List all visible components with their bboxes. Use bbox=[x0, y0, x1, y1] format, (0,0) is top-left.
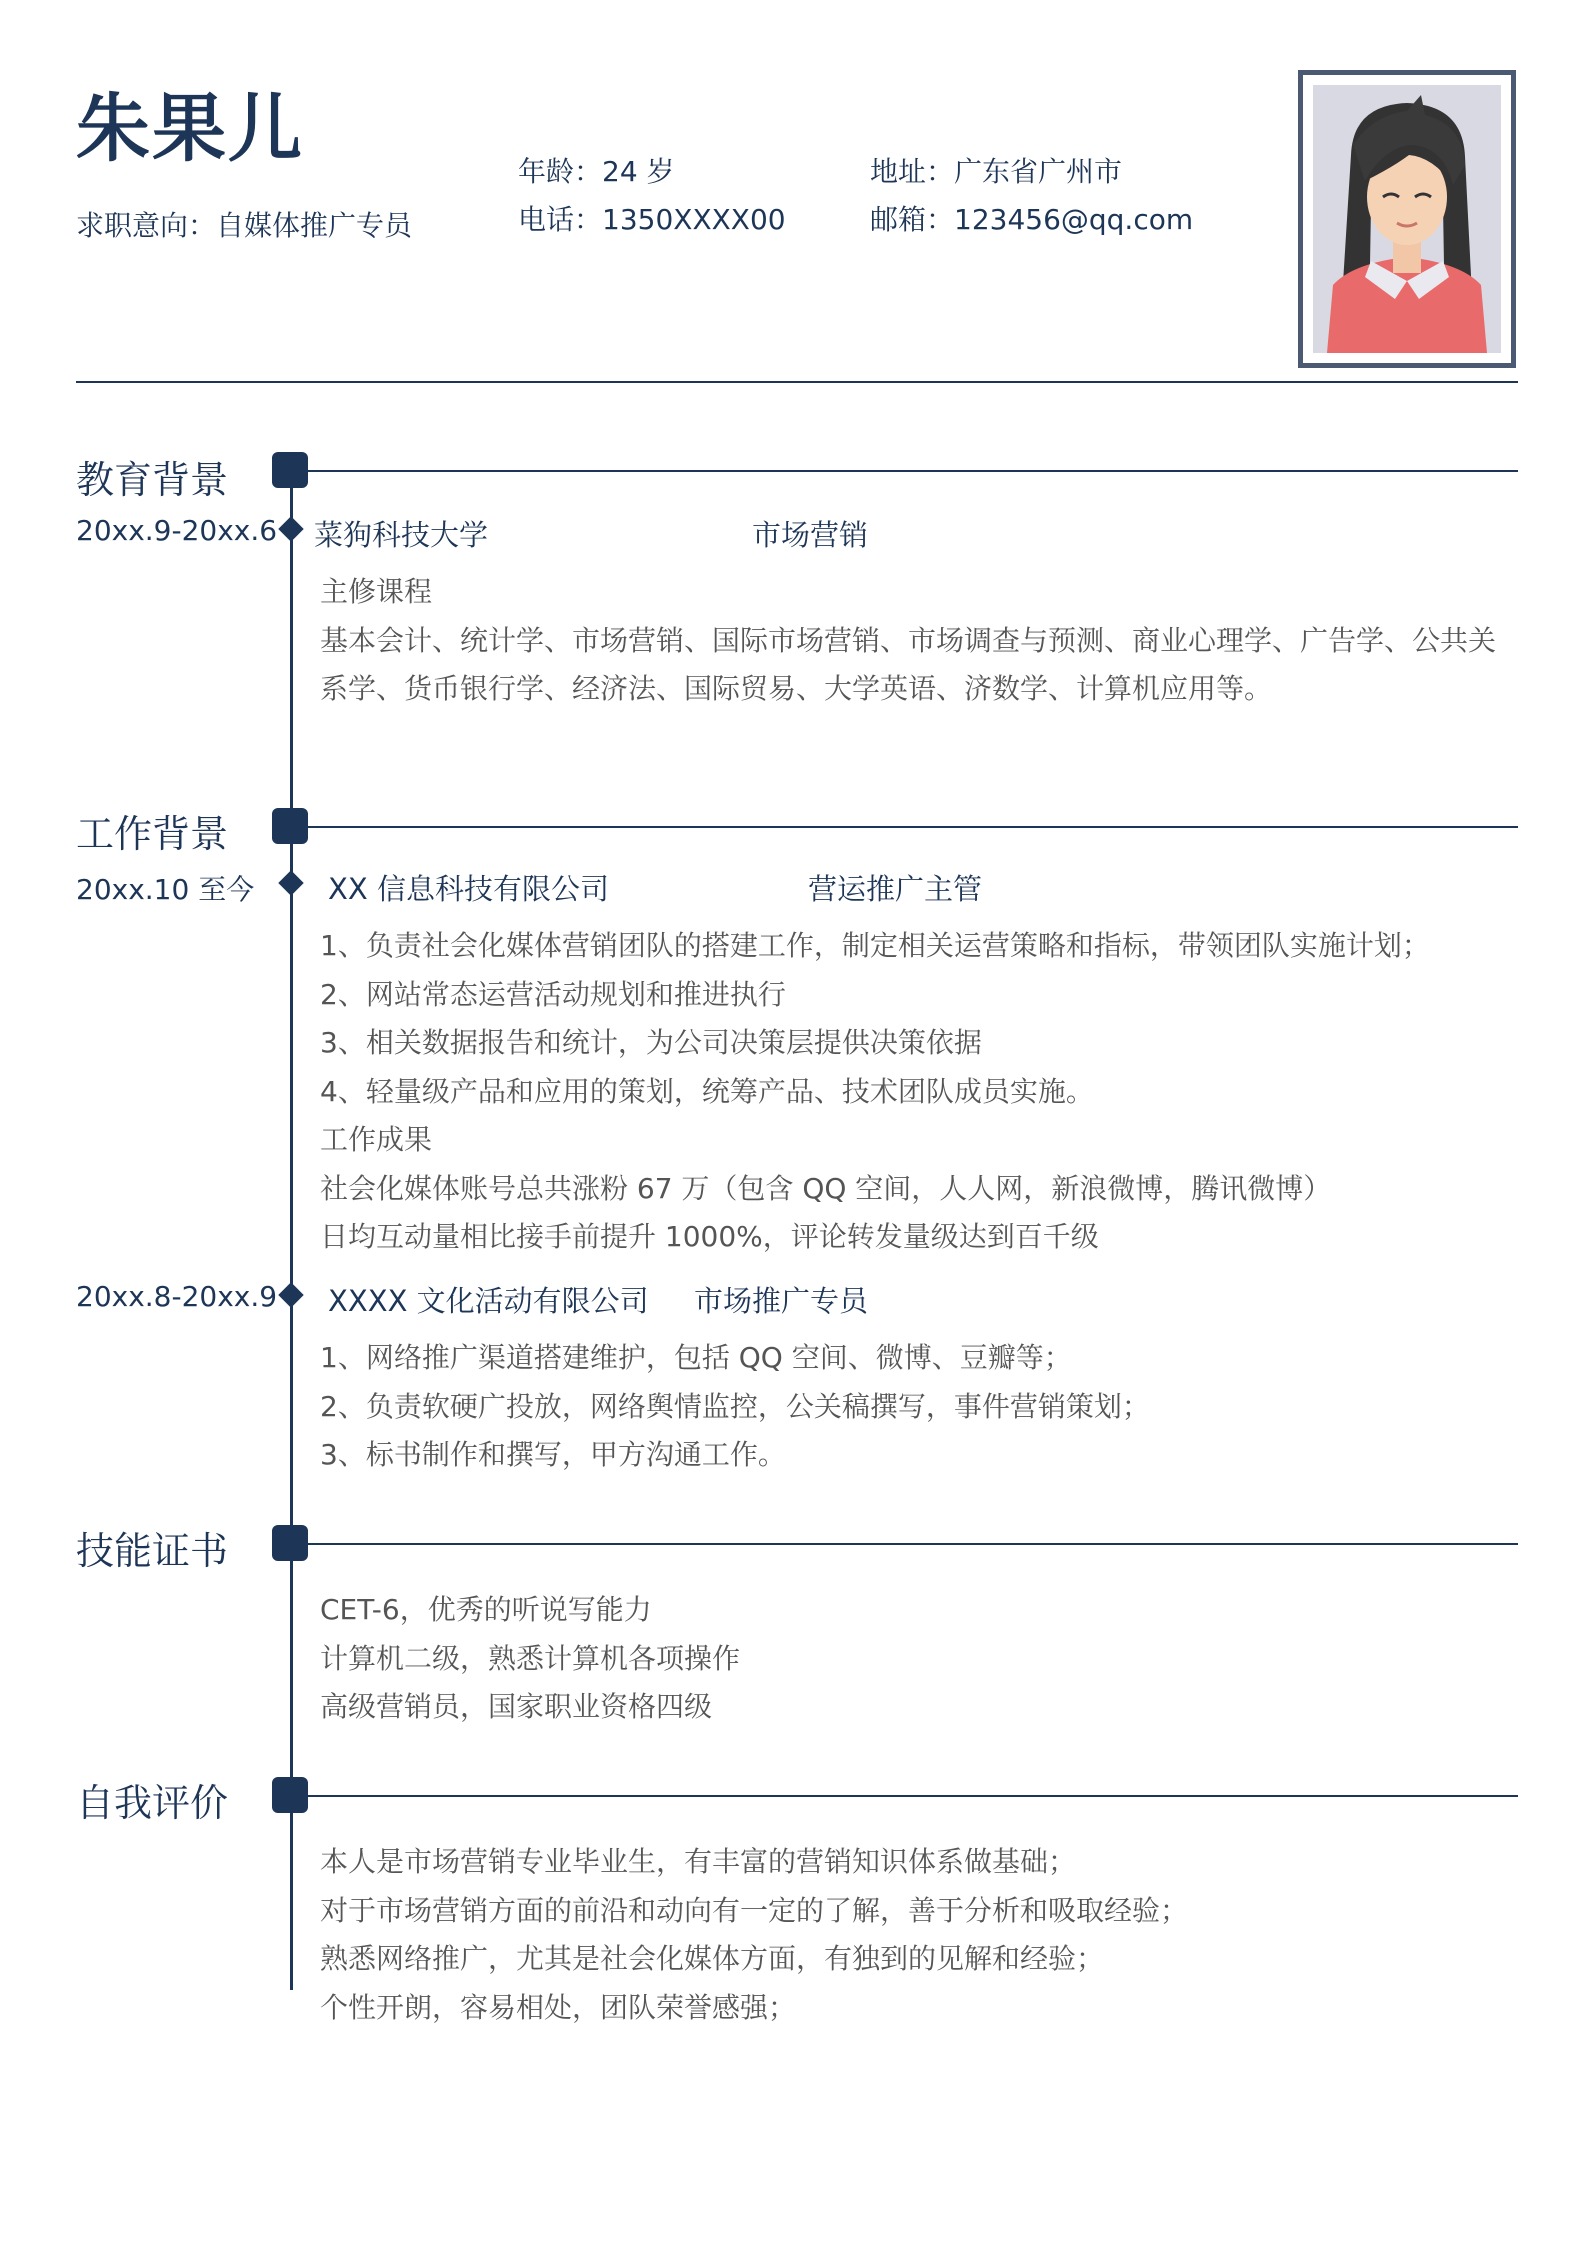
job-1-line: 社会化媒体账号总共涨粉 67 万（包含 QQ 空间，人人网，新浪微博，腾讯微博） bbox=[320, 1171, 1332, 1205]
job-1-date: 20xx.10 至今 bbox=[76, 873, 255, 906]
job-1-line: 4、轻量级产品和应用的策划，统筹产品、技术团队成员实施。 bbox=[320, 1074, 1094, 1108]
education-marker bbox=[272, 452, 308, 488]
job-1-line: 2、网站常态运营活动规划和推进执行 bbox=[320, 977, 786, 1011]
self-line: 对于市场营销方面的前沿和动向有一定的了解，善于分析和吸取经验； bbox=[320, 1893, 1189, 1927]
self-title: 自我评价 bbox=[76, 1781, 229, 1825]
education-diamond bbox=[278, 516, 303, 541]
education-school: 菜狗科技大学 bbox=[314, 518, 489, 552]
job-1-diamond bbox=[278, 870, 303, 895]
job-1-line: 1、负责社会化媒体营销团队的搭建工作，制定相关运营策略和指标，带领团队实施计划； bbox=[320, 929, 1430, 962]
self-line: 本人是市场营销专业毕业生，有丰富的营销知识体系做基础； bbox=[320, 1845, 1077, 1878]
self-rule bbox=[308, 1795, 1518, 1797]
education-line: 基本会计、统计学、市场营销、国际市场营销、市场调查与预测、商业心理学、广告学、公共关 bbox=[320, 623, 1497, 657]
self-details bbox=[320, 1838, 1188, 2032]
job-intent-label: 求职意向： bbox=[76, 209, 217, 242]
work-rule bbox=[308, 826, 1518, 828]
education-major: 市场营销 bbox=[752, 518, 869, 552]
job-2-line: 1、网络推广渠道搭建维护，包括 QQ 空间、微博、豆瓣等； bbox=[320, 1341, 1072, 1374]
skills-rule bbox=[308, 1543, 1518, 1545]
self-line: 个性开朗，容易相处，团队荣誉感强； bbox=[320, 1990, 797, 2024]
self-marker bbox=[272, 1777, 308, 1813]
age-info: 年龄：24 岁 bbox=[518, 155, 675, 188]
skills-marker bbox=[272, 1525, 308, 1561]
job-2-company: XXXX 文化活动有限公司 bbox=[328, 1284, 649, 1318]
address-info: 地址：广东省广州市 bbox=[870, 155, 1123, 188]
email-info: 邮箱：123456@qq.com bbox=[870, 203, 1194, 236]
job-1-line: 3、相关数据报告和统计，为公司决策层提供决策依据 bbox=[320, 1026, 982, 1059]
timeline-line bbox=[290, 470, 293, 1990]
education-details bbox=[320, 568, 1496, 714]
job-2-line: 3、标书制作和撰写，甲方沟通工作。 bbox=[320, 1438, 786, 1471]
job-1-role: 营运推广主管 bbox=[808, 872, 983, 906]
avatar bbox=[1313, 85, 1501, 353]
candidate-name: 朱果儿 bbox=[76, 86, 304, 172]
education-title: 教育背景 bbox=[76, 458, 229, 502]
education-date: 20xx.9-20xx.6 bbox=[76, 514, 278, 547]
job-1-line: 工作成果 bbox=[320, 1123, 433, 1156]
self-line: 熟悉网络推广，尤其是社会化媒体方面，有独到的见解和经验； bbox=[320, 1942, 1105, 1975]
avatar-illustration-icon bbox=[1313, 85, 1501, 353]
skills-line: 高级营销员，国家职业资格四级 bbox=[320, 1690, 713, 1723]
job-2-date: 20xx.8-20xx.9 bbox=[76, 1280, 278, 1313]
header-divider bbox=[76, 381, 1518, 383]
profile-photo bbox=[1298, 70, 1516, 368]
work-title: 工作背景 bbox=[76, 812, 229, 856]
skills-details bbox=[320, 1586, 740, 1732]
job-2-details bbox=[320, 1334, 1150, 1480]
work-marker bbox=[272, 808, 308, 844]
job-1-company: XX 信息科技有限公司 bbox=[328, 872, 609, 906]
phone-info: 电话：1350XXXX00 bbox=[518, 203, 786, 236]
education-line: 主修课程 bbox=[320, 575, 433, 608]
skills-line: 计算机二级，熟悉计算机各项操作 bbox=[320, 1641, 741, 1675]
education-rule bbox=[308, 470, 1518, 472]
job-intent-value: 自媒体推广专员 bbox=[216, 209, 413, 242]
skills-title: 技能证书 bbox=[76, 1529, 229, 1573]
job-2-line: 2、负责软硬广投放，网络舆情监控，公关稿撰写，事件营销策划； bbox=[320, 1389, 1150, 1423]
job-intent bbox=[76, 204, 412, 244]
job-2-diamond bbox=[278, 1282, 303, 1307]
education-line: 系学、货币银行学、经济法、国际贸易、大学英语、济数学、计算机应用等。 bbox=[320, 672, 1273, 705]
skills-line: CET-6，优秀的听说写能力 bbox=[320, 1593, 652, 1626]
job-1-line: 日均互动量相比接手前提升 1000%，评论转发量级达到百千级 bbox=[320, 1220, 1099, 1253]
job-2-role: 市场推广专员 bbox=[694, 1284, 869, 1318]
job-1-details bbox=[320, 922, 1430, 1262]
